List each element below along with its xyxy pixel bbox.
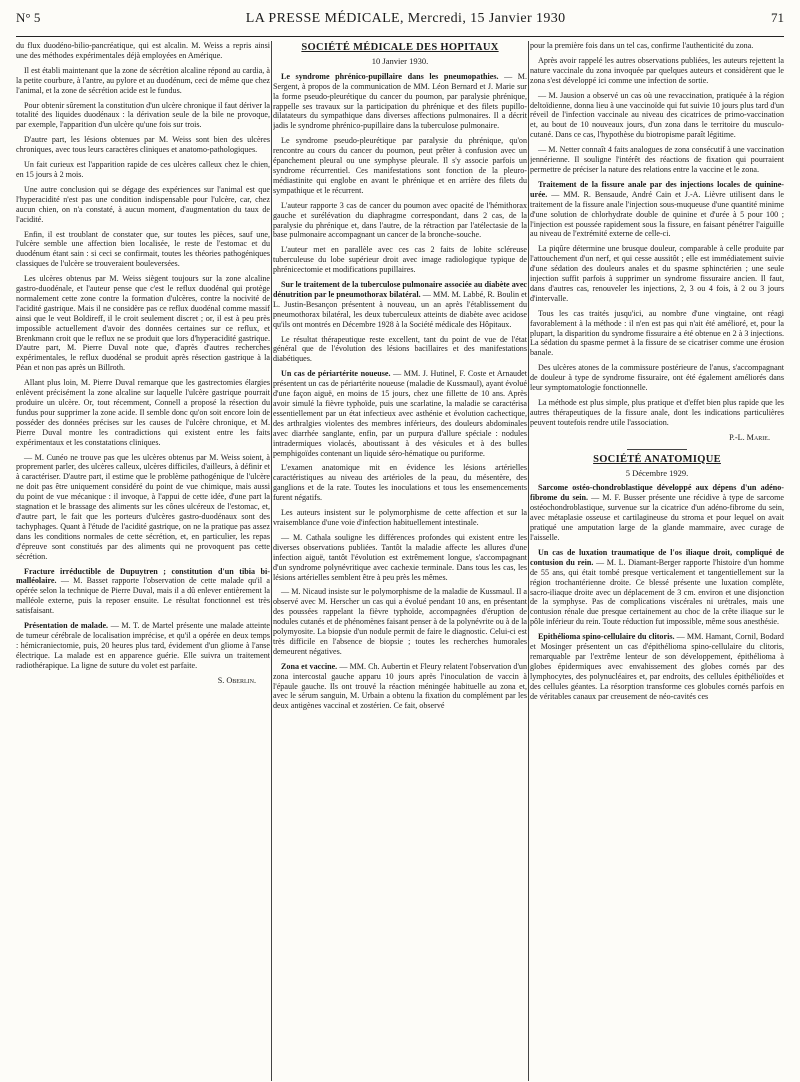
article-text: — MM. Ch. Aubertin et Fleury relatent l'observation d'un zona intercostal gauche apparu 10 jours après l'inoculation de vaccin à l'épaule gauche. Ils ont trouvé la réaction méningée habituelle au zona et, avec le sérum sanguin, M. Urbain a obtenu la fixation du complément par les deux antigènes vaccinal et zostérien. Ce fait, observé bbox=[273, 661, 527, 711]
article-title: Un cas de luxation traumatique de l'os iliaque droit, compliqué de contusion du rein. bbox=[530, 547, 784, 567]
article-entry bbox=[273, 72, 527, 131]
article-title: Un cas de périartérite noueuse. bbox=[281, 369, 391, 379]
paragraph: Après avoir rappelé les autres observations publiées, les auteurs rejettent la nature vaccinale du zona invoquée par quelques auteurs et considèrent que le zona s'est développé ici comme une infection de sortie. bbox=[530, 55, 784, 85]
article-title: Présentation de malade. bbox=[24, 621, 109, 631]
article-title: Traitement de la fissure anale par des injections locales de quinine-urée. bbox=[530, 179, 784, 199]
article-entry bbox=[16, 621, 270, 671]
article-entry bbox=[16, 567, 270, 617]
paragraph: L'auteur met en parallèle avec ces cas 2 faits de lobite scléreuse tuberculeuse du lobe supérieur droit avec image radiologique typique de phrénicectomie et modifications pupillaires. bbox=[273, 245, 527, 275]
article-text: — M. T. de Martel présente une malade atteinte de tumeur cérébrale de localisation imprécise, et qu'il a opérée en deux temps : hémicraniectomie, puis, 20 heures plus tard, évidement d'un gliome à l'anse électrique. La malade est en apparence guérie. Elle suivra un traitement radiothérapique. La ligne de suture du volet est parfaite. bbox=[16, 621, 270, 670]
paragraph: Les ulcères obtenus par M. Weiss siègent toujours sur la zone alcaline gastro-duodénale, et l'auteur pense que c'est le reflux duodénal qui protège normalement cette zone contre la formation d'ulcères, contre la nocivité de l'acidité gastrique. Mais il ne considère pas ce reflux duodénal comme massif ainsi que le veut Boldireff, il le croit seulement discret ; or, il est à peu près impossible actuellement d'avoir des données certaines sur ce reflux, et Brenkmann croit que le reflux ne se produit que lors d'hyperacidité gastrique. D'autre part, M. Pierre Duval note que, d'après d'autres recherches expérimentales, le reflux duodénal se produit après résection gastrique à la Péan et non pas après un Billroth. bbox=[16, 274, 270, 373]
article-title: Zona et vaccine. bbox=[281, 661, 338, 671]
article-entry bbox=[273, 662, 527, 712]
article-entry bbox=[530, 632, 784, 701]
column-divider bbox=[528, 41, 529, 1081]
paragraph: Il est établi maintenant que la zone de sécrétion alcaline répond au cardia, à la petite courbure, à l'antre, au pylore et au duodénum, ceci de même que chez l'animal, et la zone de sécrétion acide est le fundus. bbox=[16, 65, 270, 95]
paragraph: Un fait curieux est l'apparition rapide de ces ulcères calleux chez le chien, en 15 jours à 2 mois. bbox=[16, 160, 270, 179]
issue-number: N° 5 bbox=[16, 10, 41, 25]
article-title: Sur le traitement de la tuberculose pulmonaire associée au diabète avec dénutrition par le pneumothorax bilatéral. bbox=[273, 280, 527, 299]
paragraph: Enfin, il est troublant de constater que, sur toutes les pièces, sauf une, l'ulcère semble une affection bien localisée, le reste de l'estomac et du duodénum étant sain : si ceci se confirmait, toutes les théories pathogéniques classiques de l'ulcère se trouveraient bouleversées. bbox=[16, 229, 270, 269]
column-2 bbox=[273, 41, 527, 1081]
article-title: Sarcome ostéo-chondroblastique développé aux dépens d'un adéno-fibrome du sein. bbox=[530, 483, 784, 503]
article-title: Epithélioma spino-cellulaire du clitoris. bbox=[538, 632, 675, 642]
article-entry bbox=[530, 180, 784, 239]
article-entry bbox=[530, 483, 784, 542]
column-3 bbox=[530, 41, 784, 1081]
paragraph: L'auteur rapporte 3 cas de cancer du poumon avec opacité de l'hémithorax gauche et surélévation du diaphragme correspondant, dans 2 cas, de la paralysie du phrénique et, dans l'autre, de la rétraction par l'atélectasie de la base pulmonaire accompagnant un cancer de la bronche-souche. bbox=[273, 200, 527, 240]
article-text: — M. Basset rapporte l'observation de cette malade qu'il a opérée selon la technique de Pierre Duval, mais il a dû enlever entièrement la malléole externe, puis la reposer ensuite. Le résultat fonctionnel est très satisfaisant. bbox=[16, 576, 270, 616]
page-number: 71 bbox=[771, 10, 784, 25]
paragraph: — M. Jausion a observé un cas où une revaccination, pratiquée à la région deltoïdienne, donna lieu à une vaccinoïde qui fut suivie 10 jours plus tard d'un réveil de l'infection vaccinale au niveau des cicatrices de primo-vaccination et, au bout de 10 nouveaux jours, d'un zona dans le territoire du musculo-cutané. Dans ce cas, l'hypothèse du biotropisme paraît légitime. bbox=[530, 90, 784, 140]
article-text: — MM. M. Labbé, R. Boulin et L. Justin-Besançon présentent à nouveau, un an après l'établissement du pneumothorax bilatéral, les deux tuberculeux atteints de diabète avec acidose qu'ils ont montrés en Décembre 1928 à la Société médicale des Hôpitaux. bbox=[273, 289, 527, 329]
paragraph: La méthode est plus simple, plus pratique et d'effet bien plus rapide que les autres thérapeutiques de la fissure anale, dont les indications particulières peuvent toutefois rendre utile l'association. bbox=[530, 398, 784, 427]
paragraph: Allant plus loin, M. Pierre Duval remarque que les gastrectomies élargies enlèvent précisément la zone alcaline sur laquelle l'ulcère gastrique pourrait produire un ulcère. Or, tout récemment, Connell a proposé la résection du fundus pour supprimer la zone acide. Il semble donc qu'on soit encore loin de posséder des données précises sur les causes de l'ulcère chronique, et M. Pierre Duval montre les contradictions qui existent entre les faits expérimentaux et les constatations cliniques. bbox=[16, 378, 270, 447]
article-text: — MM. J. Hutinel, F. Coste et Arnaudet présentent un cas de périartérite noueuse (maladie de Kussmaul), ayant évolué d'une façon aiguë, en moins de 15 jours, chez une fillette de 10 ans. Après avoir simulé la fièvre typhoïde, puis une scarlatine, la maladie se caractérisa essentiellement par un état infectieux avec asthénie et évolution cachectique, des arthralgies violentes des membres inférieurs, des douleurs abdominales avec diarrhée sanglante, enfin, par un purpura d'allure spéciale : nodules intradermiques violacés, aboutissant à des vésicules et à des bulles pemphigoïdes contenant un liquide séro-hématique ou puriforme. bbox=[273, 369, 527, 458]
article-text: — M. Sergent, à propos de la communication de MM. Léon Bernard et J. Marie sur la forme pseudo-pleurétique du cancer du poumon, par paralysie phrénique, rappelle ses travaux sur la participation du phrénique et des filets pupillo-dilatateurs du sympathique dans diverses affections pulmonaires. Il a décrit jadis le syndrome phrénico-pupillaire dans la tuberculose pulmonaire. bbox=[273, 71, 527, 131]
paragraph: — M. Nicaud insiste sur le polymorphisme de la maladie de Kussmaul. Il a observé avec M. Herscher un cas qui a évolué pendant 10 ans, en présentant des poussées rappelant la fièvre typhoïde, accompagnées d'éruption de nodules cutanés et de phénomènes faisant penser à de la polynévrite ou à de la polymyosite. La biopsie d'un nodule permit de faire le diagnostic. Celui-ci est très difficile en l'absence de biopsie ; toutes les recherches humorales demeurent négatives. bbox=[273, 587, 527, 656]
article-entry bbox=[273, 280, 527, 330]
paragraph: — M. Cunéo ne trouve pas que les ulcères obtenus par M. Weiss soient, à proprement parler, des ulcères calleux, ulcères difficiles, d'ailleurs, à définir et à caractériser. D'autre part, il estime que le problème pathogénique de l'ulcère ne doit pas être uniquement considéré du point de vue chimique, mais aussi du point de vue mécanique : il invoque, à l'appui de cette idée, d'une part la stagnation et le brassage des aliments sur les cônes ulcéreux de l'estomac, et, d'autre part, le fait que les porteurs d'ulcères gastro-duodénaux sont des tachyphages. Quant à l'étude de l'acidité gastrique, on ne la pratique pas assez dans les conditions normales de cette sécrétion, et, en particulier, les repas d'épreuve sont constitués par des aliments qui ne provoquent pas cette sécrétion. bbox=[16, 452, 270, 561]
paragraph: pour la première fois dans un tel cas, confirme l'authenticité du zona. bbox=[530, 41, 754, 50]
section-date: 10 Janvier 1930. bbox=[371, 55, 429, 66]
section-heading: SOCIÉTÉ MÉDICALE DES HOPITAUX bbox=[301, 42, 499, 53]
paragraph: — M. Cathala souligne les différences profondes qui existent entre les diverses observations publiées. Tantôt la maladie affecte les allures d'une infection aiguë, tantôt l'évolution est extrêmement longue, s'accompagnant d'un syndrome polynévritique avec cachexie terminale. Dans tous les cas, les lésions artérielles semblent être à peu près les mêmes. bbox=[273, 532, 527, 582]
article-text: — MM. R. Bensaude, André Cain et J.-A. Lièvre utilisent dans le traitement de la fissure anale l'injection sous-muqueuse d'une quantité minime d'une solution de chlorhydrate double de quinine et d'urée à 5 pour 100 ; l'injection est poussée rapidement sous la fissure, en faisant pénétrer l'aiguille au niveau de l'extrémité externe de celle-ci. bbox=[530, 189, 784, 239]
paragraph: Pour obtenir sûrement la constitution d'un ulcère chronique il faut dériver la totalité des liquides duodénaux : la dérivation seule de la bile ne provoque, par exemple, l'apparition d'un ulcère qu'une fois sur trois. bbox=[16, 100, 270, 130]
article-title: Le syndrome phrénico-pupillaire dans les pneumopathies. bbox=[281, 71, 499, 81]
paragraph: Une autre conclusion qui se dégage des expériences sur l'animal est que l'hyperacidité n'est pas une condition indispensable pour l'ulcère, car, chez aucun chien, on n'a constaté, à aucun moment, d'augmentation du taux de l'acidité. bbox=[16, 184, 270, 224]
paragraph: L'examen anatomique mit en évidence les lésions artérielles caractéristiques au niveau des artérioles de la peau, du mésentère, des ganglions et de la rate. Toutes les inoculations et tous les ensemencements furent négatifs. bbox=[273, 463, 527, 503]
column-1 bbox=[16, 41, 270, 1081]
article-text: — M. F. Busser présente une récidive à type de sarcome ostéochondroblastique, survenue sur la cicatrice d'un adéno-fibrome du sein, avec métaplasie osseuse et cartilagineuse du stroma et pour lequel on avait pratiqué une amputation large de la glande mammaire, avec curage de l'aisselle. bbox=[530, 493, 784, 542]
paragraph: D'autre part, les lésions obtenues par M. Weiss sont bien des ulcères chroniques, avec tous leurs caractères cliniques et anatomo-pathologiques. bbox=[16, 135, 270, 155]
paragraph: La piqûre détermine une brusque douleur, comparable à celle produite par l'attouchement d'un nerf, et qui cesse aussitôt ; elle est immédiatement suivie d'une sédation des douleurs anales et du spasme sphinctérien ; une seule injection suffit parfois à supprimer un syndrome fissuraire ancien. Il faut, dans d'autres cas, renouveler les injections, 2, 3 ou 4 fois, à 2 ou 3 jours d'intervalle. bbox=[530, 244, 784, 303]
section-separator bbox=[627, 449, 687, 450]
article-text: — MM. Hamant, Cornil, Bodard et Mosinger présentent un cas d'épithélioma spino-cellulaire du clitoris, remarquable par l'extrême lenteur de son développement, épithélioma à globes épidermiques avec envahissement des globes cornés par des lymphocytes, des polynucléaires et, par endroits, des cellules épithélioïdes et des cellules géantes. La résorption transforme ces globules cornés parfois en de véritables canaux par creusement de néo-cavités ces bbox=[530, 632, 784, 701]
article-entry bbox=[530, 548, 784, 627]
journal-title: LA PRESSE MÉDICALE, Mercredi, 15 Janvier 1930 bbox=[245, 11, 566, 26]
paragraph: Le résultat thérapeutique reste excellent, tant du point de vue de l'état général que de l'évolution des lésions bacillaires et des manifestations diabétiques. bbox=[273, 334, 527, 364]
article-entry bbox=[273, 369, 527, 458]
author-signature: P.-L. Marie. bbox=[729, 432, 770, 442]
paragraph: Les auteurs insistent sur le polymorphisme de cette affection et sur la vraisemblance d'une voie d'infection habituellement intestinale. bbox=[273, 508, 527, 527]
paragraph: Le syndrome pseudo-pleurétique par paralysie du phrénique, qu'on rencontre au cours du cancer du poumon, peut prêter à confusion avec un épanchement pleural ou une symphyse pleurale. Il s'y associe parfois un syndrome récurrentiel. Ces manifestations sont fonction de la pleuro-médiastinite qui englobe en avant le phrénique et en arrière des filets du sympathique et le récurrent. bbox=[273, 136, 527, 195]
column-divider bbox=[271, 41, 272, 1081]
paragraph: — M. Netter connaît 4 faits analogues de zona consécutif à une vaccination jennérienne. Il souligne l'intérêt des réactions de fixation qui pourraient permettre de préciser la nature des relations entre la vaccine et le zona. bbox=[530, 145, 784, 174]
section-date: 5 Décembre 1929. bbox=[625, 467, 689, 478]
columns bbox=[16, 41, 784, 1081]
article-title: Fracture irréductible de Dupuytren ; constitution d'un tibia bi-malléolaire. bbox=[16, 566, 270, 586]
paragraph: Des ulcères atones de la commissure postérieure de l'anus, s'accompagnant de douleur à type de syndrome fissuraire, ont été également améliorés dans leur symptomatologie fonctionnelle. bbox=[530, 363, 784, 393]
author-signature: S. Oberlin. bbox=[217, 675, 256, 685]
page-header bbox=[16, 10, 784, 37]
paragraph: Tous les cas traités jusqu'ici, au nombre d'une vingtaine, ont réagi favorablement à la méthode : il n'en est pas qui n'ait été amélioré, et, pour la plupart, la disparition du syndrome fissuraire a été obtenue en 2 à 3 injections. La sédation du spasme permet à la fissure de se cicatriser comme une érosion banale. bbox=[530, 308, 784, 358]
paragraph: du flux duodéno-bilio-pancréatique, qui est alcalin. M. Weiss a repris ainsi une des méthodes expérimentales déjà employées en Amérique. bbox=[16, 41, 270, 60]
section-heading: SOCIÉTÉ ANATOMIQUE bbox=[593, 453, 721, 465]
article-text: — M. L. Diamant-Berger rapporte l'histoire d'un homme de 55 ans, qui était tombé presque verticalement et tangentiellement sur la région trochantérienne droite. Ce blessé présente une luxation complète, sacro-iliaque droite avec un déplacement de 3 cm. environ et une disjonction de la symphyse. Pas de complications viscérales ni urétrales, mais une contusion rénale due presque certainement au choc de la crête iliaque sur le pôle inférieur du rein. Toute réduction fut impossible, même sous anesthésie. bbox=[530, 557, 784, 627]
